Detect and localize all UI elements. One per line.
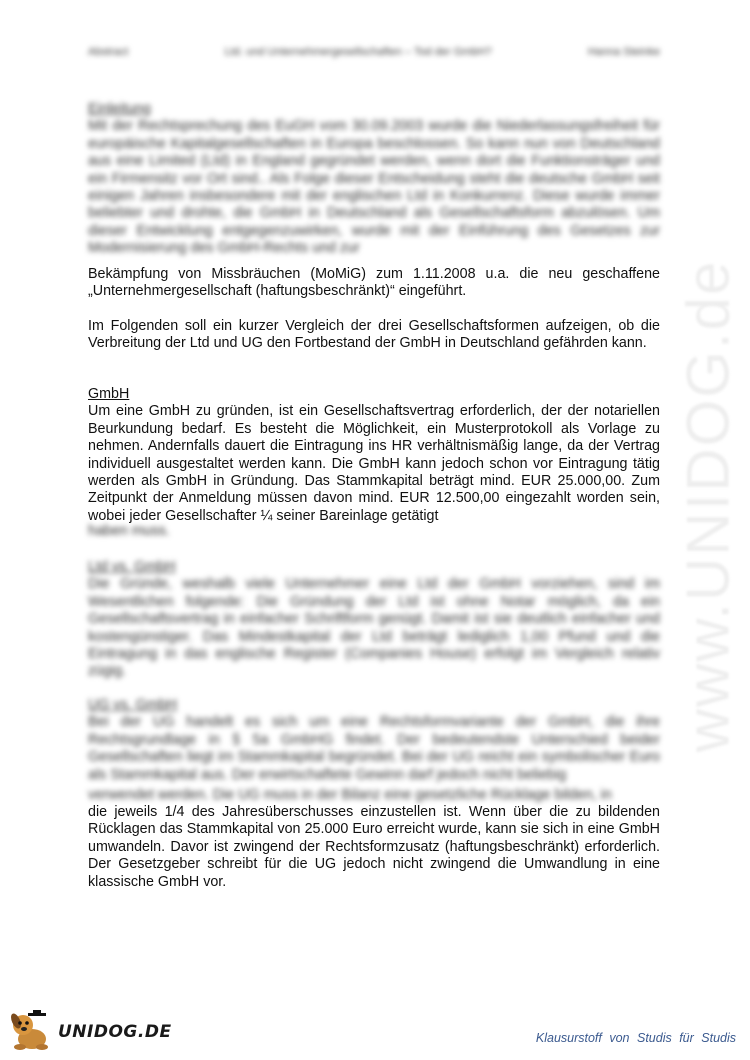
dog-icon	[10, 1010, 56, 1052]
header-title: Ltd. und Unternehmergesellschaften – Tod der GmbH?	[224, 46, 492, 58]
ug-section	[88, 697, 660, 784]
ug-tail-text: verwendet werden. Die UG muss in der Bilanz eine gesetzliche Rücklage bilden, in	[88, 787, 612, 802]
gmbh-heading: GmbH	[88, 386, 130, 402]
ltd-section	[88, 559, 660, 681]
intro-heading: Einleitung	[88, 101, 151, 117]
intro-section	[88, 101, 660, 258]
ug-tail	[88, 787, 660, 802]
intro-clear-section	[88, 266, 660, 301]
gmbh-text: Um eine GmbH zu gründen, ist ein Gesellschaftsvertrag erforderlich, der der notariellen Beurkundung bedarf. Es besteht die Möglichkeit, ein Musterprotokoll als Vorlage zu nehmen. Andernfalls dauert die Eintragung ins HR verhältnismäßig lange, da der Vertrag individuell ausgestaltet werden kann. Die GmbH kann jedoch schon vor Eintragung tätig werden als GmbH in Gründung. Das Stammkapital beträgt mind. EUR 25.000,00. Zum Zeitpunkt der Anmeldung müssen davon mind. EUR 12.500,00 eingezahlt worden sein, wobei jeder Gesellschafter ¼ seiner Bareinlage getätigt	[88, 403, 660, 524]
gmbh-tail	[88, 523, 660, 537]
page-header	[88, 46, 660, 58]
intro-blurred-text: Mit der Rechtsprechung des EuGH vom 30.09.2003 wurde die Niederlassungsfreiheit für europäische Kapitalgesellschaften in Europa beschlossen. So kann nun von Deutschland aus eine Limited (Ltd) in England gegründet werden, wenn dort die Funktionsträger und ein Firmensitz vor Ort sind.. Als Folge dieser Entscheidung steht die deutsche GmbH seit einigen Jahren insbesondere mit der englischen Ltd in Konkurrenz. Diese wurde immer beliebter und drohte, die GmbH in Deutschland als Gesellschaftsform abzulösen. Um dieser Entwicklung entgegenzuwirken, wurde mit der Einführung des Gesetzes zur Modernisierung des GmbH-Rechts und zur	[88, 118, 660, 257]
intro-clear-text: Bekämpfung von Missbräuchen (MoMiG) zum 1.11.2008 u.a. die neu geschaffene „Unternehmergesellschaft (haftungsbeschränkt)“ eingeführt.	[88, 266, 660, 300]
gmbh-tail-text: haben muss.	[88, 523, 170, 537]
header-left: Abstract	[88, 46, 129, 58]
ltd-heading: Ltd vs. GmbH	[88, 559, 176, 575]
watermark-text: www.UNIDOG.de	[674, 259, 742, 753]
ug-clear-text: die jeweils 1/4 des Jahresüberschusses einzustellen ist. Wenn über die zu bildenden Rücklagen das Stammkapital von 25.000 Euro erreicht wurde, kann sie sich in eine GmbH umwandeln. Davor ist zwingend der Rechtsformzusatz (haftungsbeschränkt) erforderlich. Der Gesetzgeber schreibt für die UG jedoch nicht zwingend die Umwandlung in eine klassische GmbH vor.	[88, 804, 660, 890]
ug-clear-section	[88, 804, 660, 891]
ltd-text: Die Gründe, weshalb viele Unternehmer eine Ltd der GmbH vorziehen, sind im Wesentlichen folgende: Die Gründung der Ltd ist ohne Notar möglich, da ein Gesellschaftsvertrag in einfacher Schriftform genügt. Damit ist sie deutlich einfacher und kostengünstiger. Das Mindestkapital der Ltd beträgt lediglich 1,00 Pfund und die Eintragung in das englische Register (Companies House) erfolgt im Vergleich relativ zügig.	[88, 576, 660, 680]
unidog-logo[interactable]	[10, 1010, 180, 1052]
followup-text: Im Folgenden soll ein kurzer Vergleich der drei Gesellschaftsformen aufzeigen, ob die Verbreitung der Ltd und UG den Fortbestand der GmbH in Deutschland gefährden kann.	[88, 318, 660, 352]
gmbh-section	[88, 386, 660, 525]
header-author: Hanna Steinke	[587, 46, 660, 58]
footer-slogan: Klausurstoff von Studis für Studis	[535, 1031, 736, 1045]
ug-blurred-text: Bei der UG handelt es sich um eine Rechtsformvariante der GmbH, die ihre Rechtsgrundlage in § 5a GmbHG findet. Der bedeutendste Unterschied beider Gesellschaften liegt im Stammkapital begründet. Bei der UG reicht ein symbolischer Euro als Stammkapital aus. Der erwirtschaftete Gewinn darf jedoch nicht beliebig	[88, 714, 660, 783]
followup-section	[88, 318, 660, 353]
logo-text: UNIDOG.DE	[58, 1022, 172, 1042]
ug-heading: UG vs. GmbH	[88, 697, 177, 713]
